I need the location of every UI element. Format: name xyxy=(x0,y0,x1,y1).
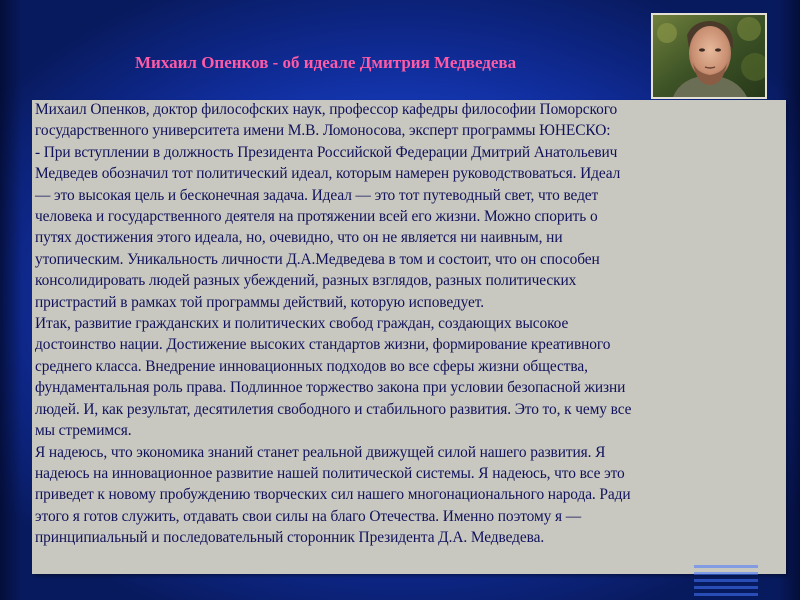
text-line: — это высокая цель и бесконечная задача. Идеал — это тот путеводный свет, что ведет xyxy=(35,186,599,204)
text-line: консолидировать людей разных убеждений, разных взглядов, разных политических xyxy=(35,272,577,290)
decorative-line xyxy=(694,565,758,568)
text-line: фундаментальная роль права. Подлинное торжество закона при условии безопасной жизни xyxy=(35,379,626,397)
text-line: утопическим. Уникальность личности Д.А.Медведева в том и состоит, что он способен xyxy=(35,250,600,268)
decorative-line xyxy=(694,572,758,575)
text-line: Итак, развитие гражданских и политических свобод граждан, создающих высокое xyxy=(35,315,569,333)
text-line: государственного университета имени М.В. Ломоносова, эксперт программы ЮНЕСКО: xyxy=(35,122,611,140)
text-line: - При вступлении в должность Президента Российской Федерации Дмитрий Анатольевич xyxy=(35,143,618,161)
text-line: Я надеюсь, что экономика знаний станет реальной движущей силой нашего развития. Я xyxy=(35,443,606,461)
text-line: приведет к новому пробуждению творческих сил нашего многонационального народа. Ради xyxy=(35,486,631,504)
decorative-line xyxy=(694,593,758,596)
text-line: среднего класса. Внедрение инновационных подходов во все сферы жизни общества, xyxy=(35,357,588,375)
portrait-photo-icon xyxy=(653,15,765,97)
text-line: мы стремимся. xyxy=(35,422,132,440)
text-line: человека и государственного деятеля на протяжении всей его жизни. Можно спорить о xyxy=(35,208,598,226)
text-line: людей. И, как результат, десятилетия свободного и стабильного развития. Это то, к чему все xyxy=(35,400,632,418)
portrait-photo xyxy=(651,13,767,99)
text-line: достоинство нации. Достижение высоких стандартов жизни, формирование креативного xyxy=(35,336,611,354)
text-line: этого я готов служить, отдавать свои силы на благо Отечества. Именно поэтому я — xyxy=(35,507,582,525)
text-line: путях достижения этого идеала, но, очевидно, что он не является ни наивным, ни xyxy=(35,229,563,247)
text-line: Медведев обозначил тот политический идеал, которым намерен руководствоваться. Идеал xyxy=(35,165,621,183)
decorative-lines xyxy=(694,565,758,600)
slide-edge-shade-left xyxy=(0,0,22,600)
quote-body-text xyxy=(35,99,787,549)
text-line: надеюсь на инновационное развитие нашей политической системы. Я надеюсь, что все это xyxy=(35,464,625,482)
decorative-line xyxy=(694,586,758,589)
text-line: Михаил Опенков, доктор философских наук, профессор кафедры философии Поморского xyxy=(35,101,618,118)
text-line: пристрастий в рамках той программы действий, которую исповедует. xyxy=(35,293,485,311)
slide-title: Михаил Опенков - об идеале Дмитрия Медведева xyxy=(135,53,517,72)
decorative-line xyxy=(694,579,758,582)
text-line: принципиальный и последовательный сторонник Президента Д.А. Медведева. xyxy=(35,529,545,547)
